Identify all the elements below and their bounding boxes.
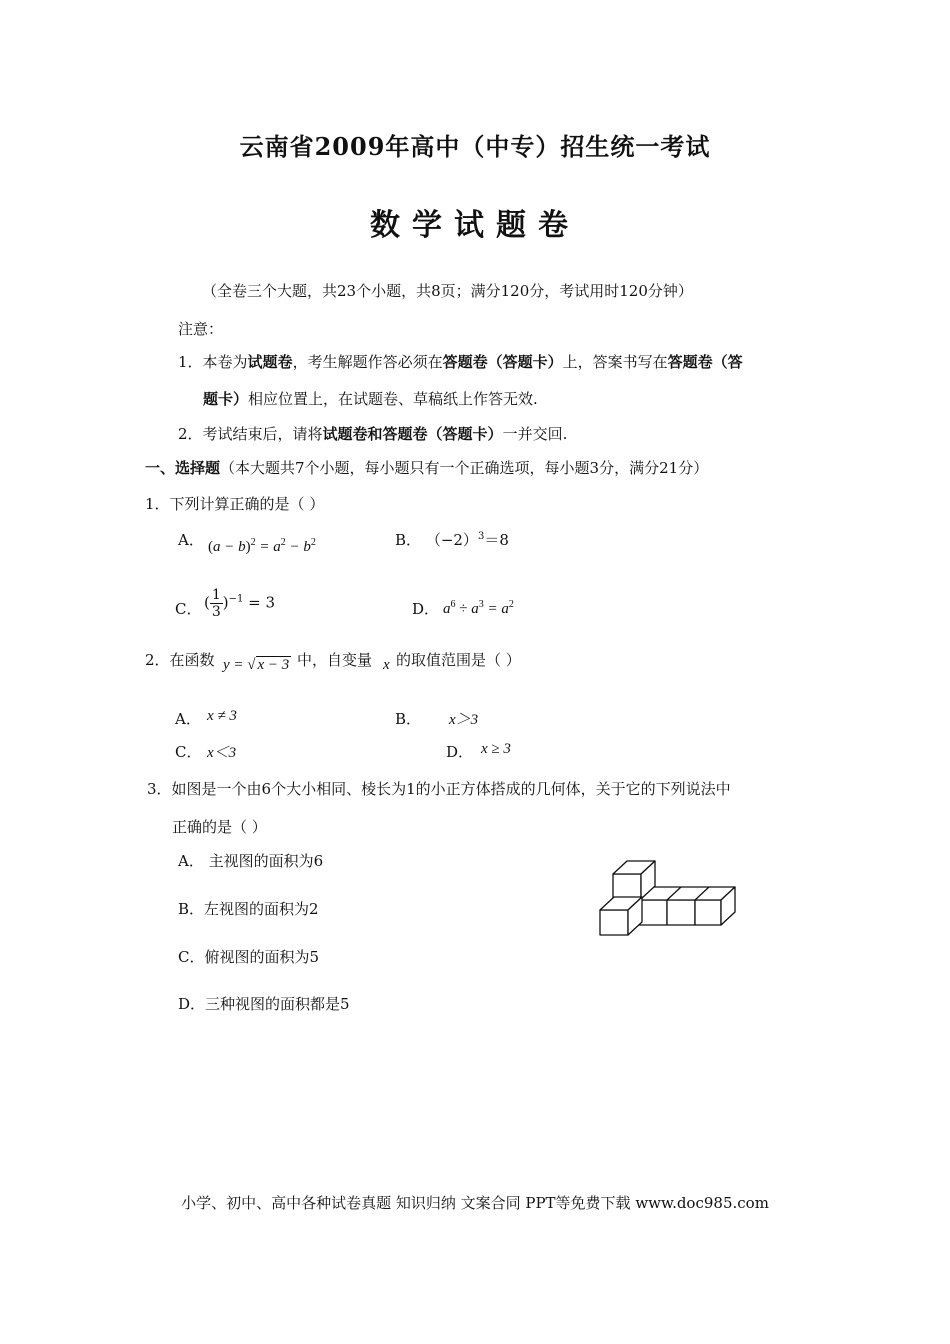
option-label: B． — [395, 531, 422, 549]
page-footer: 小学、初中、高中各种试卷真题 知识归纳 文案合同 PPT等免费下载 www.doc985.com — [181, 1194, 769, 1212]
q2-option-c-label: C． — [175, 743, 202, 761]
q1-option-d-label: D． — [412, 600, 440, 618]
q2-stem-suffix: 的取值范围是（ ） — [396, 651, 521, 669]
q1-stem: 1．下列计算正确的是（ ） — [145, 495, 325, 513]
option-text: = 3 — [248, 593, 276, 612]
q3-option-a: A． 主视图的面积为6 — [178, 852, 324, 870]
q3-stem-line-2: 正确的是（ ） — [172, 818, 267, 836]
exam-info: （全卷三个大题，共23个小题，共8页；满分120分，考试用时120分钟） — [202, 282, 693, 300]
q1-option-c-formula: ( $\frac{1}{3}$ )$^{-1}$ = 3 — [204, 587, 276, 620]
q1-option-c-label: C． — [175, 600, 202, 618]
q1-option-a-label: A． — [178, 531, 204, 549]
q2-option-a-label: A． — [175, 710, 201, 728]
note-bold: 试题卷和答题卷（答题卡） — [322, 425, 503, 443]
note-text: 一并交回. — [502, 425, 568, 443]
fraction — [210, 587, 223, 620]
note-bold: 答题卷（答题卡） — [442, 353, 563, 371]
q3-option-c: C．俯视图的面积为5 — [178, 948, 320, 966]
q2-function-formula: y = √ x − 3 — [223, 657, 290, 673]
q2-option-a-text: x ≠ 3 — [207, 708, 237, 724]
q3-stem-line-1: 3．如图是一个由6个大小相同、棱长为1的小正方体搭成的几何体，关于它的下列说法中 — [147, 780, 731, 798]
note-text: ，考生解题作答必须在 — [292, 353, 443, 371]
fraction-denominator: 3 — [211, 604, 221, 620]
section-title: 一、选择题 — [145, 459, 221, 477]
q2-stem-prefix: 2．在函数 — [145, 651, 215, 669]
q1-option-a-formula: $(a - b)^2 = a^2 - b^2$ — [208, 537, 316, 555]
cube-figure — [595, 855, 740, 940]
note-text: 上，答案书写在 — [562, 353, 668, 371]
note-bold: 题卡） — [203, 390, 249, 408]
q1-option-d-formula: $a^6 \div a^3 = a^2$ — [443, 599, 514, 617]
option-text: （−2） — [425, 531, 478, 549]
note-2 — [178, 423, 567, 444]
option-text: ＝8 — [484, 531, 509, 549]
q1-option-b — [395, 529, 509, 550]
notes-heading: 注意： — [178, 320, 224, 338]
q2-stem-mid: 中，自变量 — [297, 651, 373, 669]
q2-option-c-text: x＜3 — [207, 745, 237, 761]
exam-title: 云南省2009年高中（中专）招生统一考试 — [239, 132, 711, 161]
note-bold: 答题卷（答 — [667, 353, 743, 371]
option-exp: 3 — [477, 531, 485, 542]
q2-option-d-label: D． — [446, 743, 474, 761]
q2-option-d-text: x ≥ 3 — [481, 741, 511, 757]
note-text: 相应位置上，在试题卷、草稿纸上作答无效. — [248, 390, 538, 408]
q3-option-d: D．三种视图的面积都是5 — [178, 995, 350, 1013]
option-exp: −1 — [228, 593, 244, 605]
exam-subtitle: 数学试题卷 — [370, 208, 580, 243]
note-text: 2．考试结束后，请将 — [178, 425, 323, 443]
q2-option-b-text: x＞3 — [449, 712, 479, 728]
q2-option-b-label: B． — [395, 710, 422, 728]
q2-stem-var: x — [383, 657, 390, 673]
fraction-numerator: 1 — [211, 587, 221, 603]
note-text: 1．本卷为 — [178, 353, 248, 371]
section-desc: （本大题共7个小题，每小题只有一个正确选项，每小题3分，满分21分） — [220, 459, 709, 477]
note-1-line-1 — [178, 351, 743, 372]
note-1-line-2 — [203, 388, 538, 409]
note-bold: 试题卷 — [247, 353, 293, 371]
section-1-heading — [145, 457, 708, 478]
q3-option-b: B．左视图的面积为2 — [178, 900, 319, 918]
